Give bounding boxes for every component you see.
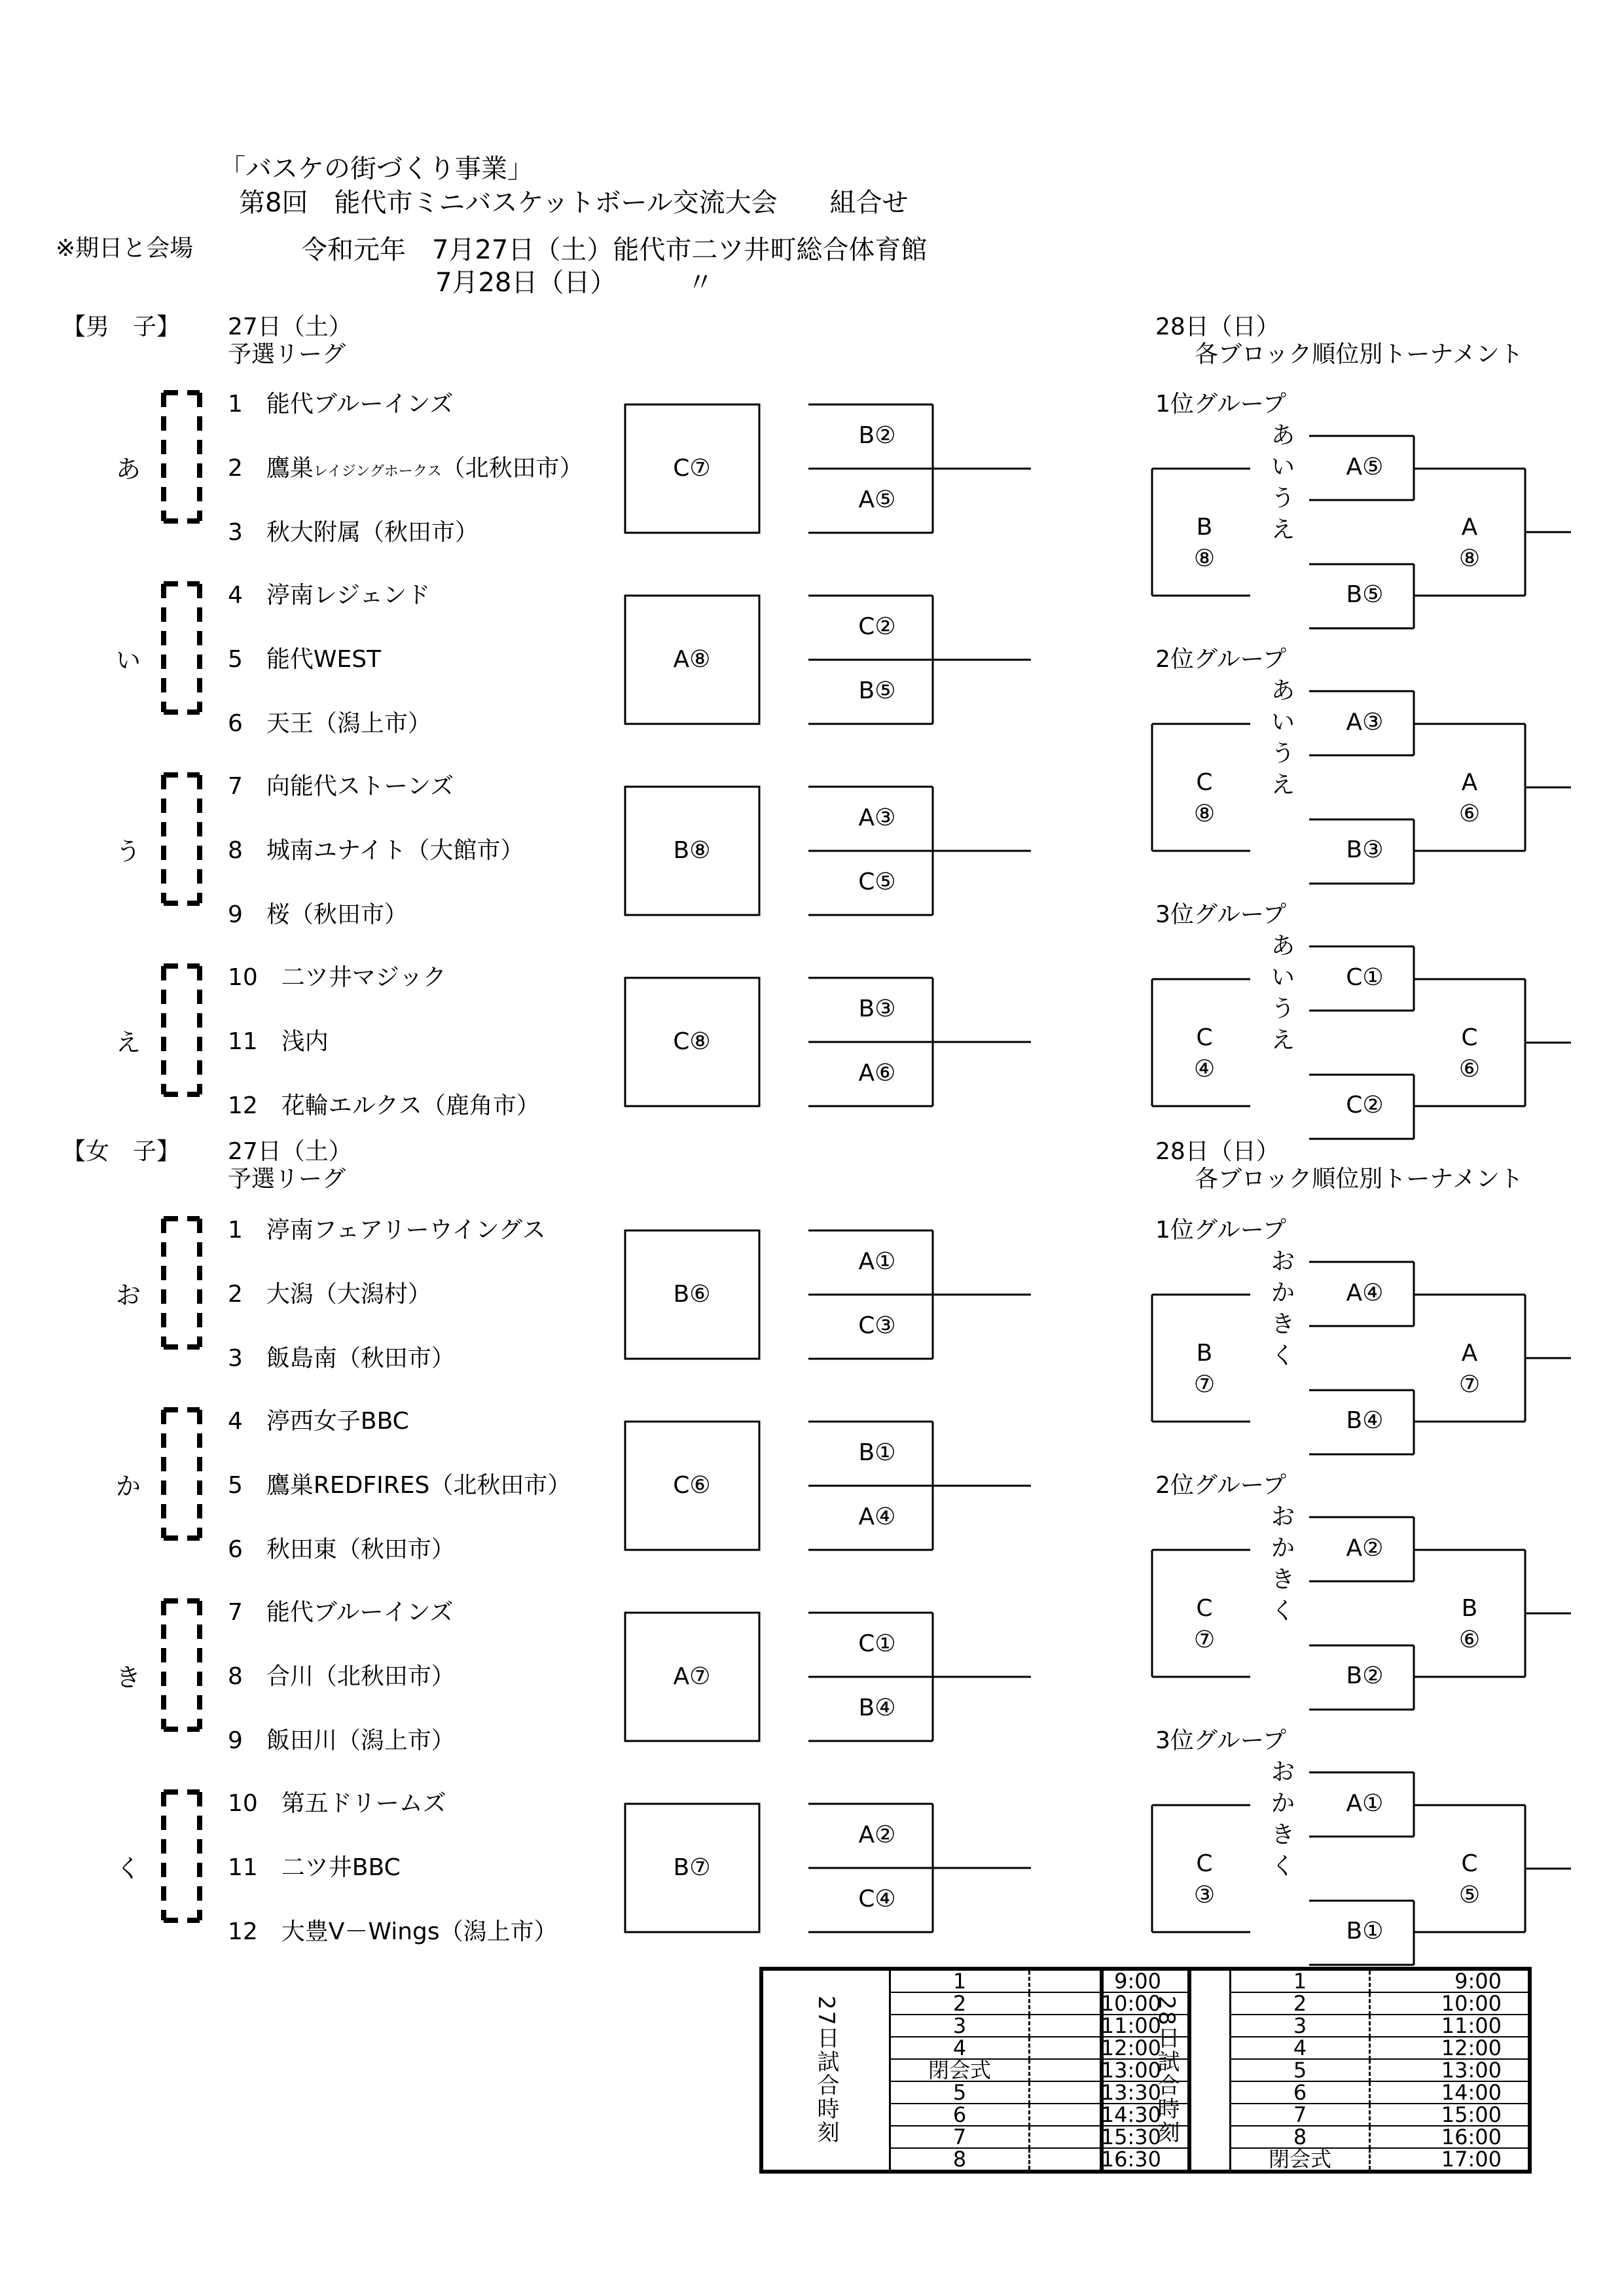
boys-day2-title: 各ブロック順位別トーナメント [1195, 341, 1523, 368]
group-seed: ⑥ [1458, 800, 1481, 827]
match-label: B⑥ [673, 1281, 711, 1308]
match-label: A④ [858, 1503, 896, 1530]
girls-label: 【女 子】 [62, 1138, 181, 1165]
team-name: 7 能代ブルーインズ [228, 1599, 454, 1626]
team-name-region: （北秋田市） [441, 455, 583, 482]
group-seed: A③ [1346, 709, 1384, 736]
group-seed: A② [1346, 1535, 1384, 1562]
schedule-game-number: 7 [1231, 2104, 1370, 2126]
team-name: 12 花輪エルクス（鹿角市） [228, 1092, 540, 1119]
team-name: 1 能代ブルーインズ [228, 391, 454, 418]
schedule-time: 12:00 [1030, 2037, 1190, 2059]
group-seed: A [1461, 769, 1478, 796]
schedule-time: 9:00 [1114, 1969, 1161, 1994]
schedule-time: 14:00 [1370, 2081, 1530, 2104]
header-line1: 「バスケの街づくり事業」 [219, 154, 533, 184]
team-name: 9 桜（秋田市） [228, 901, 408, 928]
group-rank-label: い [1271, 964, 1295, 991]
match-label: B③ [858, 996, 896, 1022]
team-name: 7 向能代ストーンズ [228, 773, 454, 800]
team-name: 5 能代WEST [228, 646, 382, 673]
group-rank-label: あ [1271, 933, 1295, 960]
team-name: 10 第五ドリームズ [228, 1790, 446, 1817]
match-label: A⑦ [673, 1663, 711, 1690]
schedule-time: 15:00 [1370, 2104, 1530, 2126]
girls-day1-date: 27日（土） [228, 1138, 352, 1165]
team-name: 11 浅内 [228, 1028, 329, 1055]
block-name: い [115, 646, 141, 675]
block-name: う [115, 837, 141, 866]
team-name: 11 二ツ井BBC [228, 1854, 401, 1881]
team-name: 4 渟西女子BBC [228, 1408, 409, 1435]
group-seed: ③ [1193, 1882, 1216, 1909]
schedule-game-number: 1 [890, 1969, 1030, 1992]
group-seed: B [1461, 1595, 1478, 1622]
group-seed: ⑧ [1193, 800, 1216, 827]
schedule-time: 16:30 [1030, 2148, 1190, 2172]
venue-label: ※期日と会場 [56, 235, 194, 262]
group-rank-label: い [1271, 454, 1295, 480]
group-seed: A [1461, 1340, 1478, 1367]
group-title: 2位グループ [1155, 1472, 1287, 1499]
group-rank-label: う [1271, 740, 1295, 767]
schedule-game-number: 3 [1231, 2015, 1370, 2037]
team-name: 2 大潟（大潟村） [228, 1281, 431, 1308]
group-rank-label: お [1271, 1248, 1295, 1275]
team-name: 6 秋田東（秋田市） [228, 1536, 455, 1563]
team-name: 10 二ツ井マジック [228, 964, 446, 991]
schedule-game-number: 4 [1231, 2037, 1370, 2059]
schedule-time: 12:00 [1370, 2037, 1530, 2059]
match-label: B⑤ [858, 677, 896, 704]
group-seed: B [1196, 514, 1213, 541]
venue-day1: 令和元年 7月27日（土）能代市二ツ井町総合体育館 [301, 235, 928, 265]
group-rank-label: く [1271, 1598, 1295, 1624]
group-rank-label: え [1271, 772, 1295, 798]
block-name: か [115, 1472, 141, 1501]
group-seed: C [1461, 1850, 1478, 1877]
schedule-game-number: 2 [1231, 1992, 1370, 2015]
match-label: B④ [858, 1695, 896, 1721]
team-name: 8 合川（北秋田市） [228, 1663, 455, 1690]
match-label: A⑧ [673, 646, 711, 673]
schedule-time: 13:00 [1030, 2059, 1190, 2081]
group-seed: B④ [1346, 1407, 1384, 1434]
team-name: 1 渟南フェアリーウイングス [228, 1217, 546, 1244]
match-label: C⑤ [858, 869, 896, 895]
team-name: 2 鷹巣 [228, 455, 314, 482]
group-seed: C② [1346, 1092, 1384, 1119]
venue-day2: 7月28日（日） [435, 268, 617, 298]
team-name: 3 飯島南（秋田市） [228, 1345, 455, 1372]
schedule-time: 9:00 [1454, 1969, 1502, 1994]
group-seed: A① [1346, 1790, 1384, 1817]
boys-day1-title: 予選リーグ [228, 341, 346, 368]
block-name: き [115, 1663, 141, 1692]
group-seed: ⑦ [1193, 1626, 1216, 1653]
schedule-time: 17:00 [1370, 2148, 1530, 2172]
group-rank-label: く [1271, 1853, 1295, 1880]
schedule-time: 10:00 [1030, 1992, 1190, 2015]
schedule-game-number: 1 [1231, 1969, 1370, 1992]
match-label: C② [858, 613, 896, 640]
schedule-time: 13:00 [1370, 2059, 1530, 2081]
match-label: B① [858, 1439, 896, 1466]
group-title: 1位グループ [1155, 391, 1287, 418]
match-label: A① [858, 1248, 896, 1275]
group-rank-label: き [1271, 1311, 1295, 1338]
match-label: C③ [858, 1312, 896, 1339]
schedule-game-number: 8 [890, 2148, 1030, 2172]
schedule-game-number: 7 [890, 2126, 1030, 2148]
schedule-time: 14:30 [1030, 2104, 1190, 2126]
match-label: A⑤ [858, 486, 896, 513]
girls-day2-date: 28日（日） [1155, 1138, 1280, 1165]
group-seed: C① [1346, 964, 1384, 991]
girls-day1-title: 予選リーグ [228, 1166, 346, 1193]
group-seed: B [1196, 1340, 1213, 1367]
schedule-day-label: 27日試合時刻 [761, 1969, 890, 2172]
block-name: あ [115, 455, 141, 484]
group-seed: ⑧ [1193, 545, 1216, 572]
schedule-time: 15:30 [1030, 2126, 1190, 2148]
group-rank-label: え [1271, 1027, 1295, 1054]
group-rank-label: あ [1271, 422, 1295, 449]
schedule-time: 11:00 [1370, 2015, 1530, 2037]
match-label: C⑥ [673, 1472, 711, 1499]
match-label: B② [858, 422, 896, 449]
group-rank-label: く [1271, 1342, 1295, 1369]
group-rank-label: え [1271, 516, 1295, 543]
group-seed: A④ [1346, 1280, 1384, 1306]
schedule-table-28 [1100, 1967, 1532, 2174]
group-rank-label: い [1271, 709, 1295, 736]
match-label: C① [858, 1630, 896, 1657]
team-name: 5 鷹巣REDFIRES（北秋田市） [228, 1472, 571, 1499]
group-rank-label: う [1271, 996, 1295, 1022]
group-seed: ⑦ [1458, 1371, 1481, 1398]
group-title: 1位グループ [1155, 1217, 1287, 1244]
group-title: 3位グループ [1155, 1727, 1287, 1754]
group-seed: C [1196, 769, 1213, 796]
schedule-game-number: 5 [890, 2081, 1030, 2104]
group-rank-label: お [1271, 1503, 1295, 1530]
block-name: く [115, 1854, 141, 1883]
group-rank-label: う [1271, 485, 1295, 512]
group-seed: ④ [1193, 1056, 1216, 1083]
group-seed: B② [1346, 1662, 1384, 1689]
group-title: 2位グループ [1155, 646, 1287, 673]
block-name: お [115, 1281, 141, 1310]
match-label: C④ [858, 1886, 896, 1912]
schedule-game-number: 4 [890, 2037, 1030, 2059]
group-seed: ⑥ [1458, 1626, 1481, 1653]
boys-label: 【男 子】 [62, 314, 181, 340]
match-label: A③ [858, 804, 896, 831]
group-seed: ⑤ [1458, 1882, 1481, 1909]
schedule-day-label: 28日試合時刻 [1102, 1969, 1231, 2172]
schedule-game-number: 5 [1231, 2059, 1370, 2081]
boys-day1-date: 27日（土） [228, 314, 352, 340]
match-label: A⑥ [858, 1060, 896, 1086]
group-rank-label: き [1271, 1566, 1295, 1593]
schedule-game-number: 閉会式 [1231, 2148, 1370, 2172]
team-name: 3 秋大附属（秋田市） [228, 519, 478, 546]
block-name: え [115, 1028, 141, 1057]
group-seed: B① [1346, 1918, 1384, 1945]
schedule-game-number: 8 [1231, 2126, 1370, 2148]
match-label: C⑦ [673, 455, 711, 482]
group-seed: ⑥ [1458, 1056, 1481, 1083]
group-rank-label: お [1271, 1759, 1295, 1785]
schedule-game-number: 3 [890, 2015, 1030, 2037]
group-title: 3位グループ [1155, 901, 1287, 928]
team-name: 9 飯田川（潟上市） [228, 1727, 455, 1754]
schedule-game-number: 2 [890, 1992, 1030, 2015]
schedule-game-number: 6 [890, 2104, 1030, 2126]
girls-day2-title: 各ブロック順位別トーナメント [1195, 1166, 1523, 1193]
team-name: 6 天王（潟上市） [228, 710, 431, 737]
schedule-time: 13:30 [1030, 2081, 1190, 2104]
schedule-row [1102, 1969, 1530, 1992]
group-seed: C [1196, 1024, 1213, 1051]
team-row [228, 457, 583, 480]
match-label: B⑦ [673, 1854, 711, 1881]
group-seed: A [1461, 514, 1478, 541]
match-label: A② [858, 1821, 896, 1848]
venue-ditto: 〃 [687, 268, 713, 298]
team-name: 4 渟南レジェンド [228, 582, 431, 609]
group-seed: B⑤ [1346, 581, 1384, 608]
group-seed: ⑧ [1458, 545, 1481, 572]
page-title: 第8回 能代市ミニバスケットボール交流大会 組合せ [239, 188, 909, 218]
group-rank-label: き [1271, 1821, 1295, 1848]
boys-day2-date: 28日（日） [1155, 314, 1280, 340]
schedule-game-number: 閉会式 [890, 2059, 1030, 2081]
group-rank-label: あ [1271, 677, 1295, 704]
schedule-time: 10:00 [1370, 1992, 1530, 2015]
team-name-small: レイジングホークス [313, 463, 442, 480]
group-seed: B③ [1346, 836, 1384, 863]
group-seed: C [1196, 1850, 1213, 1877]
schedule-time: 11:00 [1030, 2015, 1190, 2037]
schedule-game-number: 6 [1231, 2081, 1370, 2104]
match-label: C⑧ [673, 1028, 711, 1055]
group-seed: C [1461, 1024, 1478, 1051]
group-seed: C [1196, 1595, 1213, 1622]
team-name: 12 大豊V－Wings（潟上市） [228, 1918, 558, 1945]
group-rank-label: か [1271, 1790, 1295, 1817]
group-rank-label: か [1271, 1280, 1295, 1306]
group-seed: A⑤ [1346, 454, 1384, 480]
team-name: 8 城南ユナイト（大館市） [228, 837, 524, 864]
group-rank-label: か [1271, 1535, 1295, 1562]
match-label: B⑧ [673, 837, 711, 864]
group-seed: ⑦ [1193, 1371, 1216, 1398]
schedule-time: 16:00 [1370, 2126, 1530, 2148]
